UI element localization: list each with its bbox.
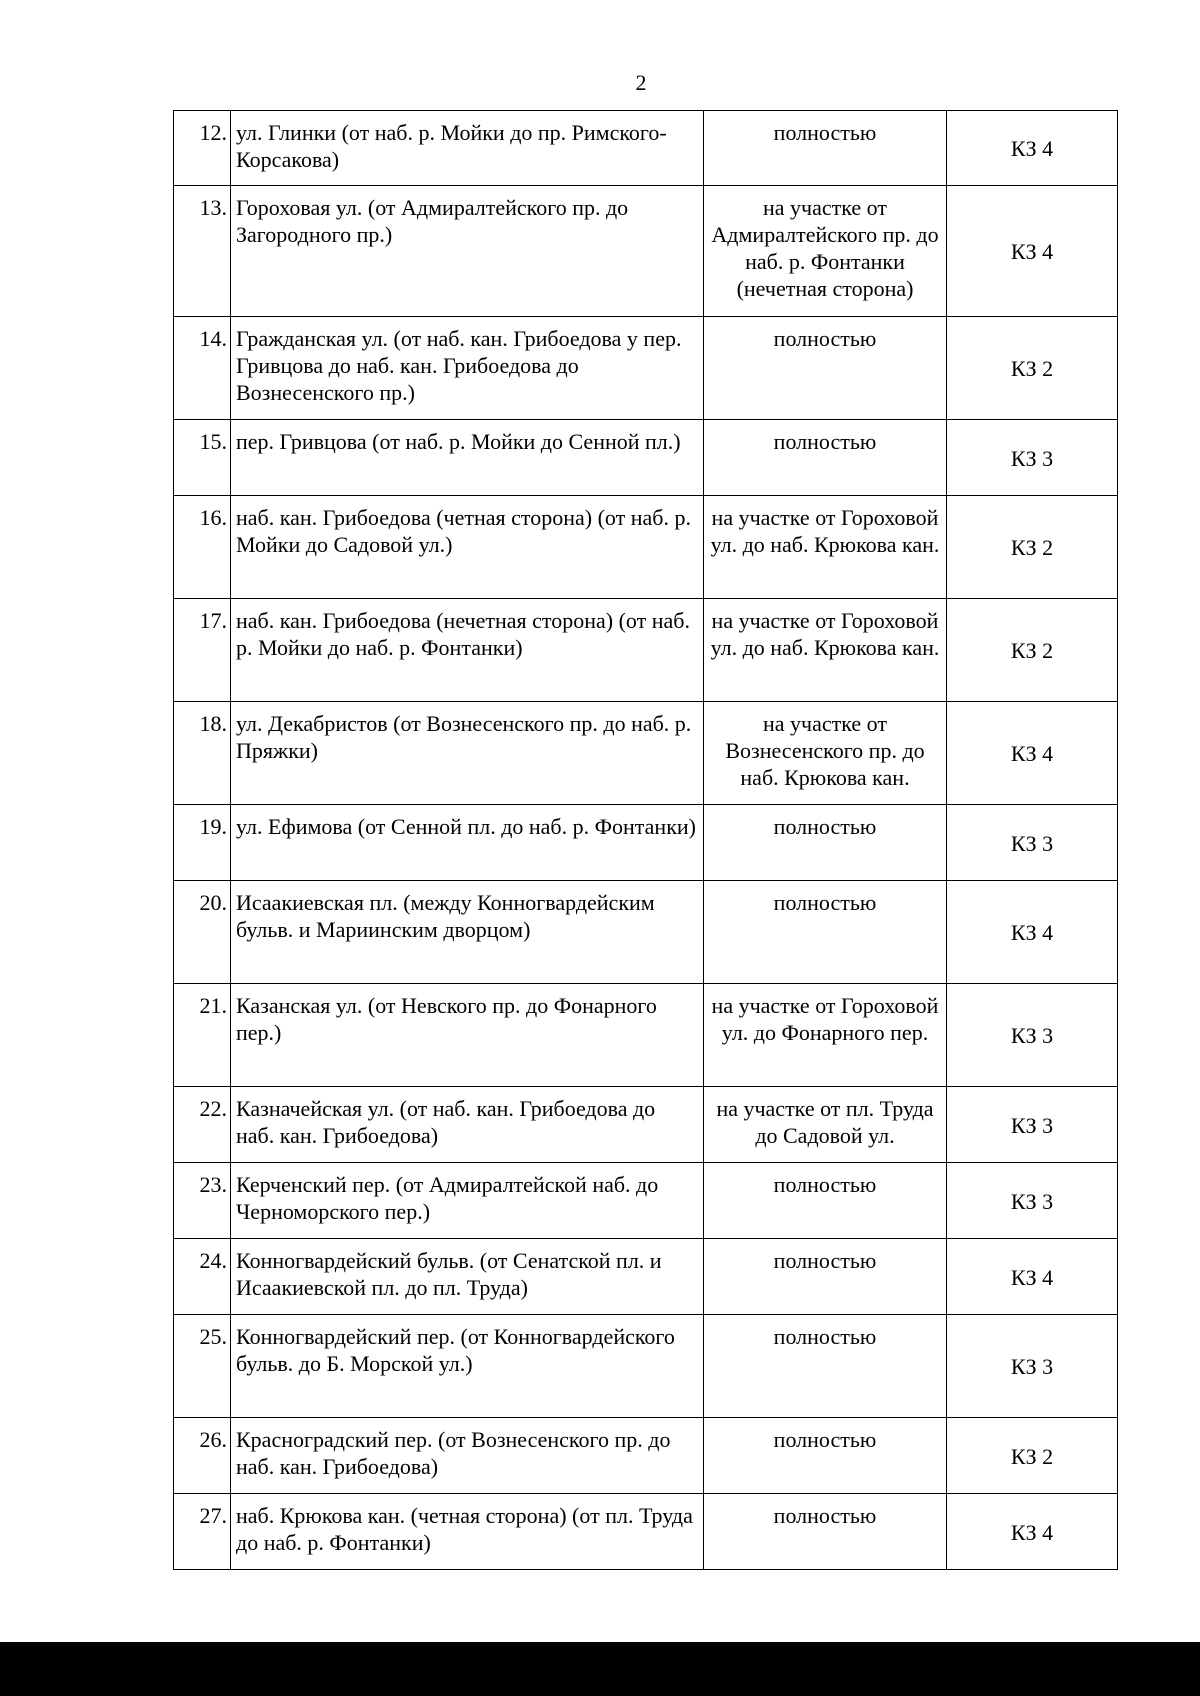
streets-table xyxy=(173,110,1118,1570)
zone-cell: КЗ 4 xyxy=(947,881,1118,984)
section-cell: полностью xyxy=(704,805,947,881)
zone-cell: КЗ 2 xyxy=(947,599,1118,702)
section-cell: полностью xyxy=(704,1163,947,1239)
zone-cell: КЗ 3 xyxy=(947,805,1118,881)
zone-cell: КЗ 4 xyxy=(947,186,1118,317)
row-number-cell: 20. xyxy=(174,881,231,984)
table-row xyxy=(174,984,1118,1087)
street-cell: Красноградский пер. (от Вознесенского пр. до наб. кан. Грибоедова) xyxy=(231,1418,704,1494)
table-row xyxy=(174,599,1118,702)
row-number-cell: 21. xyxy=(174,984,231,1087)
street-cell: наб. кан. Грибоедова (четная сторона) (от наб. р. Мойки до Садовой ул.) xyxy=(231,496,704,599)
street-cell: наб. Крюкова кан. (четная сторона) (от пл. Труда до наб. р. Фонтанки) xyxy=(231,1494,704,1570)
table-row xyxy=(174,1418,1118,1494)
table-row xyxy=(174,186,1118,317)
section-cell: на участке от Адмиралтейского пр. до наб. р. Фонтанки (нечетная сторона) xyxy=(704,186,947,317)
zone-cell: КЗ 2 xyxy=(947,1418,1118,1494)
street-cell: Казанская ул. (от Невского пр. до Фонарного пер.) xyxy=(231,984,704,1087)
zone-cell: КЗ 2 xyxy=(947,496,1118,599)
row-number-cell: 23. xyxy=(174,1163,231,1239)
zone-cell: КЗ 3 xyxy=(947,1163,1118,1239)
street-cell: наб. кан. Грибоедова (нечетная сторона) (от наб. р. Мойки до наб. р. Фонтанки) xyxy=(231,599,704,702)
table-row xyxy=(174,496,1118,599)
section-cell: на участке от Вознесенского пр. до наб. Крюкова кан. xyxy=(704,702,947,805)
section-cell: полностью xyxy=(704,881,947,984)
street-cell: ул. Декабристов (от Вознесенского пр. до наб. р. Пряжки) xyxy=(231,702,704,805)
table-row xyxy=(174,1315,1118,1418)
zone-cell: КЗ 4 xyxy=(947,1239,1118,1315)
zone-cell: КЗ 3 xyxy=(947,420,1118,496)
section-cell: полностью xyxy=(704,1494,947,1570)
section-cell: на участке от пл. Труда до Садовой ул. xyxy=(704,1087,947,1163)
row-number-cell: 19. xyxy=(174,805,231,881)
street-cell: пер. Гривцова (от наб. р. Мойки до Сенной пл.) xyxy=(231,420,704,496)
street-cell: ул. Ефимова (от Сенной пл. до наб. р. Фонтанки) xyxy=(231,805,704,881)
row-number-cell: 15. xyxy=(174,420,231,496)
table-row xyxy=(174,317,1118,420)
section-cell: полностью xyxy=(704,317,947,420)
row-number-cell: 18. xyxy=(174,702,231,805)
section-cell: на участке от Гороховой ул. до Фонарного пер. xyxy=(704,984,947,1087)
section-cell: полностью xyxy=(704,1418,947,1494)
table-body xyxy=(174,111,1118,1570)
row-number-cell: 25. xyxy=(174,1315,231,1418)
row-number-cell: 22. xyxy=(174,1087,231,1163)
row-number-cell: 13. xyxy=(174,186,231,317)
street-cell: Гражданская ул. (от наб. кан. Грибоедова у пер. Гривцова до наб. кан. Грибоедова до Вознесенского пр.) xyxy=(231,317,704,420)
row-number-cell: 27. xyxy=(174,1494,231,1570)
table-row xyxy=(174,1163,1118,1239)
street-cell: Гороховая ул. (от Адмиралтейского пр. до Загородного пр.) xyxy=(231,186,704,317)
row-number-cell: 24. xyxy=(174,1239,231,1315)
row-number-cell: 17. xyxy=(174,599,231,702)
zone-cell: КЗ 3 xyxy=(947,984,1118,1087)
zone-cell: КЗ 4 xyxy=(947,111,1118,186)
street-cell: ул. Глинки (от наб. р. Мойки до пр. Римского-Корсакова) xyxy=(231,111,704,186)
street-cell: Конногвардейский пер. (от Конногвардейского бульв. до Б. Морской ул.) xyxy=(231,1315,704,1418)
zone-cell: КЗ 3 xyxy=(947,1087,1118,1163)
row-number-cell: 26. xyxy=(174,1418,231,1494)
row-number-cell: 12. xyxy=(174,111,231,186)
row-number-cell: 16. xyxy=(174,496,231,599)
zone-cell: КЗ 4 xyxy=(947,702,1118,805)
table-row xyxy=(174,420,1118,496)
row-number-cell: 14. xyxy=(174,317,231,420)
section-cell: полностью xyxy=(704,1239,947,1315)
table-row xyxy=(174,805,1118,881)
table-row xyxy=(174,1494,1118,1570)
page-number: 2 xyxy=(635,70,647,95)
table-row xyxy=(174,1239,1118,1315)
section-cell: полностью xyxy=(704,111,947,186)
section-cell: полностью xyxy=(704,420,947,496)
street-cell: Конногвардейский бульв. (от Сенатской пл. и Исаакиевской пл. до пл. Труда) xyxy=(231,1239,704,1315)
street-cell: Исаакиевская пл. (между Конногвардейским бульв. и Мариинским дворцом) xyxy=(231,881,704,984)
zone-cell: КЗ 4 xyxy=(947,1494,1118,1570)
table-row xyxy=(174,1087,1118,1163)
street-cell: Казначейская ул. (от наб. кан. Грибоедова до наб. кан. Грибоедова) xyxy=(231,1087,704,1163)
zone-cell: КЗ 2 xyxy=(947,317,1118,420)
table-row xyxy=(174,881,1118,984)
street-cell: Керченский пер. (от Адмиралтейской наб. до Черноморского пер.) xyxy=(231,1163,704,1239)
scan-bottom-border xyxy=(0,1642,1200,1696)
section-cell: на участке от Гороховой ул. до наб. Крюкова кан. xyxy=(704,599,947,702)
table-row xyxy=(174,111,1118,186)
section-cell: полностью xyxy=(704,1315,947,1418)
zone-cell: КЗ 3 xyxy=(947,1315,1118,1418)
section-cell: на участке от Гороховой ул. до наб. Крюкова кан. xyxy=(704,496,947,599)
table-row xyxy=(174,702,1118,805)
